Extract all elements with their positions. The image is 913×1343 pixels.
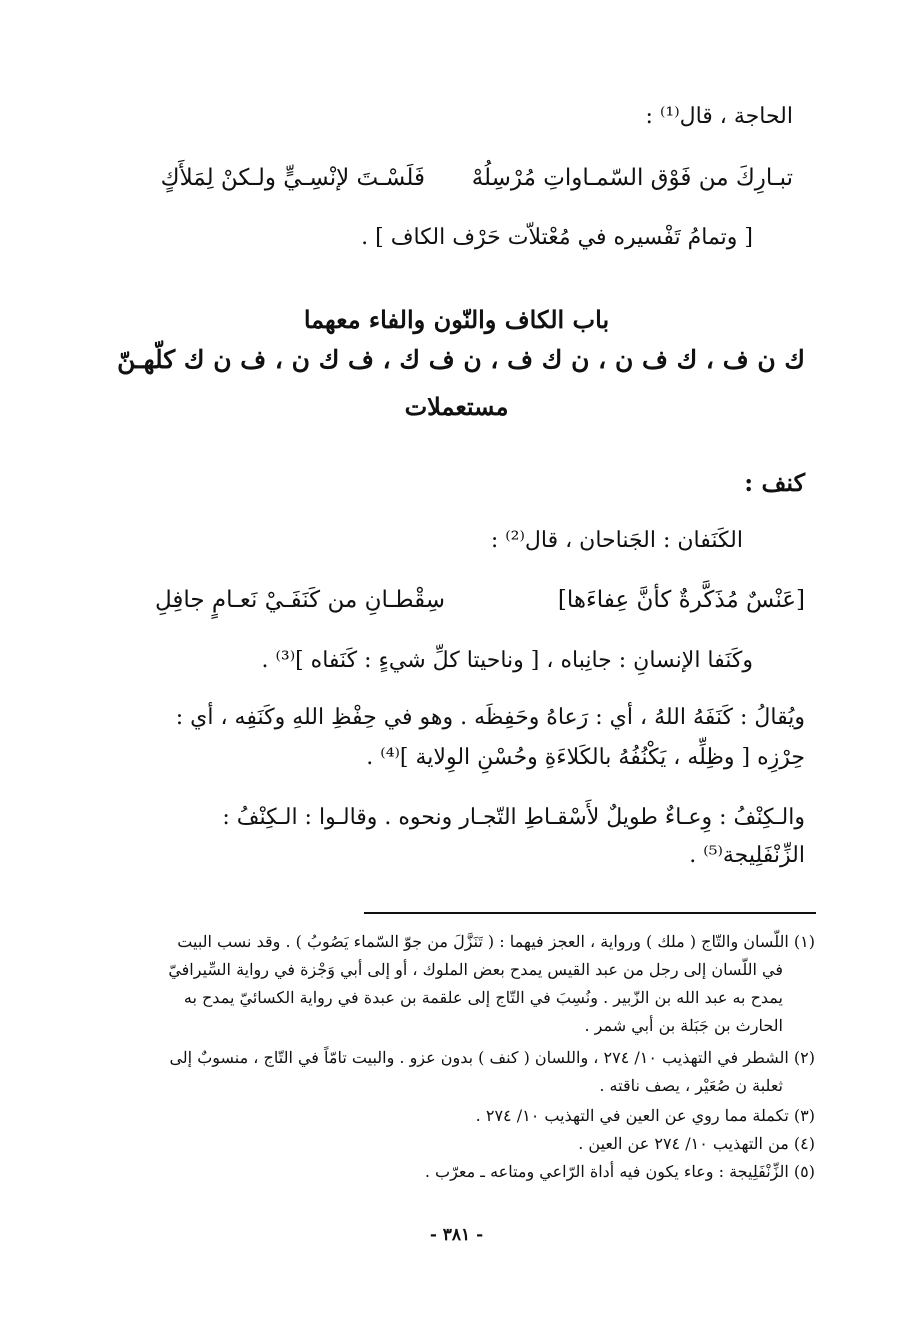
verse1-left-hemistich: فَلَسْـتَ لإنْسِـيٍّ ولـكنْ لِمَلأَكٍ — [160, 165, 425, 191]
chapter-subtitle: مستعملات — [404, 392, 509, 421]
footnote-3: (٣) تكملة مما روي عن العين في التهذيب ١٠/ ٢٧٤ . — [475, 1106, 815, 1125]
footnote-2-line-1: (٢) الشطر في التهذيب ١٠/ ٢٧٤ ، واللسان ( كنف ) بدون عزو . والبيت تامّاً في التّاج ، منسوبٌ إلى — [169, 1048, 815, 1067]
footnote-4: (٤) من التهذيب ١٠/ ٢٧٤ عن العين . — [578, 1134, 815, 1153]
paragraph-3-line-1: ويُقالُ : كَنَفَهُ اللهُ ، أي : رَعاهُ وحَفِظَه . وهو في حِفْظِ اللهِ وكَنَفِه ، أي : — [175, 705, 805, 730]
paragraph-2: وكَنَفا الإنسانِ : جانِباه ، [ وناحيتا كلِّ شيءٍ : كَنَفاه ]⁽³⁾ . — [261, 648, 753, 673]
paragraph-4-line-1: والـكِنْفُ : وِعـاءٌ طويلٌ لأَسْقـاطِ التّجـار ونحوه . وقالـوا : الـكِنْفُ : — [222, 805, 805, 830]
verse1-right-hemistich: تبـارِكَ من فَوْق السّمـاواتِ مُرْسِلُهْ — [471, 165, 793, 191]
footnote-1-line-3: يمدح به عبد الله بن الزّبير . ونُسِبَ في التّاج إلى علقمة بن عبدة في رواية الكسائيّ يمدح به — [183, 988, 783, 1007]
chapter-permutations: ك ن ف ، ك ف ن ، ن ك ف ، ن ف ك ، ف ك ن ، ف ن ك كلّهـنّ — [117, 345, 805, 374]
paragraph-4-line-2: الزِّنْفَلِيجة⁽⁵⁾ . — [689, 843, 805, 868]
paragraph-1: الكَنَفان : الجَناحان ، قال⁽²⁾ : — [490, 528, 743, 553]
bracket-note: [ وتمامُ تَفْسيره في مُعْتلاّت حَرْف الكاف ] . — [361, 225, 753, 250]
paragraph-3-line-2: حِرْزِه [ وظِلِّه ، يَكْنُفُهُ بالكَلاءَةِ وحُسْنِ الوِلاية ]⁽⁴⁾ . — [366, 745, 805, 770]
chapter-title: باب الكاف والنّون والفاء معهما — [303, 305, 610, 334]
verse2-right-hemistich: [عَنْسٌ مُذَكَّرةٌ كأنَّ عِفاءَها] — [557, 587, 805, 613]
footnote-1-line-4: الحارث بن جَبَلة بن أبي شمر . — [584, 1016, 783, 1035]
page-number: - ٣٨١ - — [429, 1225, 484, 1245]
footnote-5: (٥) الزِّنْفَلِيجة : وعاء يكون فيه أداة الرّاعي ومتاعه ـ معرّب . — [424, 1162, 815, 1181]
footnote-2-line-2: ثعلبة ن صُعَيْر ، يصف ناقته . — [599, 1076, 783, 1095]
verse2-left-hemistich: سِقْطـانِ من كَنَفَـيْ نَعـامٍ جافِلِ — [154, 587, 445, 613]
footnote-1-line-2: في اللّسان إلى رجل من عبد القيس يمدح بعض الملوك ، أو إلى أبي وَجْزة في رواية السِّيرافيّ — [168, 960, 783, 979]
footnote-1-line-1: (١) اللّسان والتّاج ( ملك ) ورواية ، العجز فيهما : ( تَنَزَّلَ من جوّ السّماء يَصُوبُ ) . وقد نسب البيت — [177, 932, 815, 951]
footnote-separator — [364, 912, 816, 914]
top-line: الحاجة ، قال⁽¹⁾ : — [645, 104, 793, 129]
entry-heading: كنف : — [744, 468, 805, 497]
